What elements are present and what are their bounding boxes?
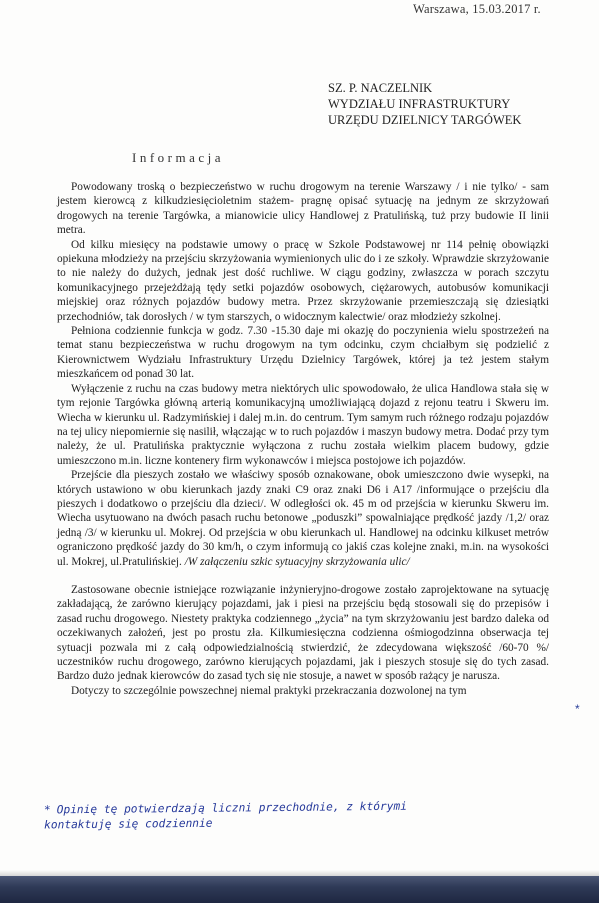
paragraph: Pełniona codziennie funkcja w godz. 7.30 -15.30 daje mi okazję do poczynienia wielu spostrzeżeń na temat stanu bezpieczeństwa w ruchu drogowym na tym odcinku, czym chciałbym się podzielić z Kierownictwem Wydziału Infrastruktury Urzędu Dzielnicy Targówek, której ja też jestem stałym mieszkańcem od ponad 30 lat.	[57, 325, 549, 381]
paragraph: Wyłączenie z ruchu na czas budowy metra niektórych ulic spowodowało, że ulica Handlowa stała się w tym rejonie Targówka główną arterią komunikacyjną umożliwiającą dojazd z rejonu teatru i Skweru im. Wiecha w kierunku ul. Radzymińskiej i dalej m.in. do centrum. Tym samym ruch różnego rodzaju pojazdów na tej ulicy niepomiernie się nasilił, włączając w to ruch pojazdów i maszyn budowy metra. Dodać przy tym należy, że ul. Pratulińska praktycznie wyłączona z ruchu została wielkim placem budowy, gdzie umieszczono m.in. liczne kontenery firm wykonawców i miejsca postojowe ich pojazdów.	[57, 382, 549, 467]
paragraph	[57, 468, 549, 569]
scanner-edge-bar	[0, 876, 599, 903]
paragraph: Zastosowane obecnie istniejące rozwiązanie inżynieryjno-drogowe zostało zaprojektowane na sytuację zakładającą, że zarówno kierujący pojazdami, jak i piesi na przejściu będą stosowali się do przepisów i zasad ruchu drogowego. Niestety praktyka codziennego „życia” na tym skrzyżowaniu jest bardzo daleka od oczekiwanych założeń, jest po prostu zła. Kilkumiesięczna codzienna ośmiogodzinna obserwacja tej sytuacji pozwala mi z całą odpowiedzialnością stwierdzić, że zdecydowana większość /60-70 %/ uczestników ruchu drogowego, zarówno kierujących pojazdami, jak i pieszych stosuje się do tych zasad. Bardzo dużo jednak kierowców do zasad tych się nie stosuje, a nawet w sposób rażący je narusza.	[57, 583, 549, 683]
bar-shadow	[0, 870, 599, 876]
handwritten-asterisk: *	[43, 803, 51, 817]
paragraph: Dotyczy to szczególnie powszechnej niemal praktyki przekraczania dozwolonej na tym	[71, 684, 467, 697]
document-title: Informacja	[132, 150, 225, 165]
paragraph: Powodowany troską o bezpieczeństwo w ruchu drogowym na terenie Warszawy / i nie tylko/ - sam jestem kierowcą z kilkudziesięcioletnim stażem- pragnę opisać sytuację na jednym ze skrzyżowań drogowych na terenie Targówka, a mianowicie ulicy Handlowej z Pratulińską, tuż przy budowie II linii metra.	[57, 181, 549, 237]
letter-date: Warszawa, 15.03.2017 r.	[413, 2, 541, 16]
asterisk-mark: *	[575, 702, 580, 716]
addressee-block	[328, 80, 521, 128]
attachment-note: /W załączeniu szkic sytuacyjny skrzyżowania ulic/	[181, 555, 410, 568]
letter-body	[57, 180, 549, 698]
paragraph-text: Przejście dla pieszych zostało we właściwy sposób oznakowane, obok umieszczono dwie wysepki, na których ustawiono w obu kierunkach jazdy znaki C9 oraz znaki D6 i A17 /informujące o przejściu dla pieszych i dodatkowo o przejściu dla dzieci/. W odległości ok. 45 m od przejścia w kierunku Skweru im. Wiecha usytuowano na dwóch pasach ruchu betonowe „poduszki” spowalniające prędkość jazdy /1,2/ oraz jedną /3/ w kierunku ul. Mokrej. Od przejścia w obu kierunkach ul. Handlowej na odcinku kilkuset metrów ograniczono prędkość jazdy do 30 km/h, o czym informują co jakiś czas kolejne znaki, m.in. na wysokości ul. Mokrej, ul.Pratulińskiej.	[57, 469, 549, 568]
handwritten-note	[44, 798, 514, 833]
handwritten-line: kontaktuję się codziennie	[44, 816, 213, 832]
handwritten-text: Opinię tę potwierdzają liczni przechodnie, z którymi	[56, 799, 407, 817]
paragraph: Od kilku miesięcy na podstawie umowy o pracę w Szkole Podstawowej nr 114 pełnię obowiązki opiekuna młodzieży na przejściu skrzyżowania wymienionych ulic do i ze szkoły. Wprawdzie skrzyżowanie to nie należy do dużych, jednak jest dość ruchliwe. W ciągu godziny, zwłaszcza w porach szczytu komunikacyjnego przejeżdżają tędy setki pojazdów osobowych, ciężarowych, autobusów komunikacji miejskiej oraz różnych pojazdów budowy metra. Przez skrzyżowanie przemieszczają się dziesiątki przechodniów, tak dorosłych / w tym starszych, o widocznym kalectwie/ oraz młodzieży szkolnej.	[57, 238, 549, 323]
addressee-line: URZĘDU DZIELNICY TARGÓWEK	[328, 113, 522, 127]
addressee-line: SZ. P. NACZELNIK	[328, 81, 433, 95]
addressee-line: WYDZIAŁU INFRASTRUKTURY	[328, 97, 511, 111]
